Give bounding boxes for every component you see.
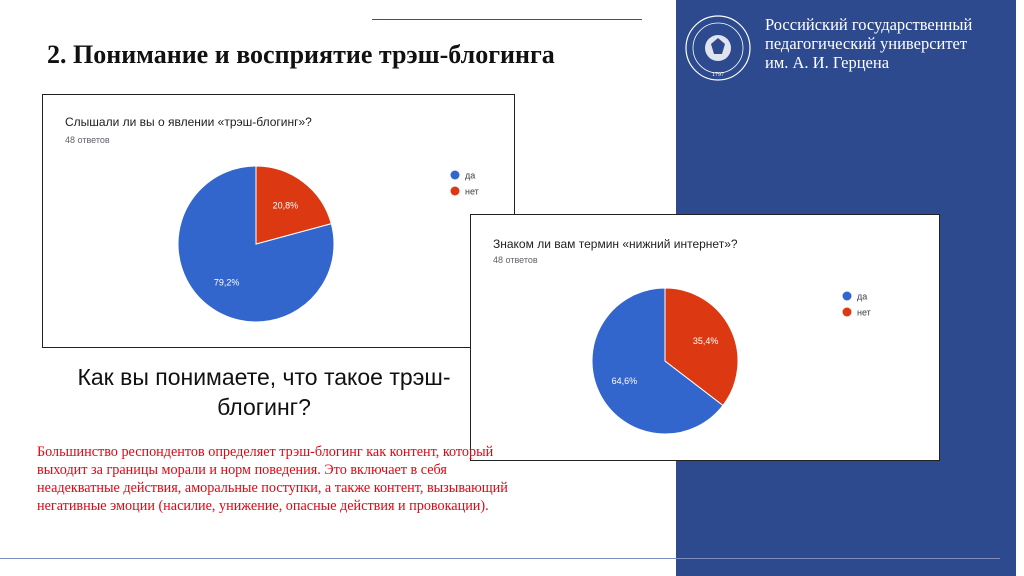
bottom-rule (0, 558, 1000, 559)
legend-label: нет (465, 186, 479, 197)
chart-title: Слышали ли вы о явлении «трэш-блогинг»? (65, 115, 312, 129)
question-heading: Как вы понимаете, что такое трэш-блогинг? (77, 364, 451, 420)
pie-slice-label: 64,6% (611, 376, 638, 387)
legend-label: нет (857, 307, 871, 318)
university-seal-icon (684, 14, 752, 82)
university-name-line: Российский государственный (765, 15, 973, 34)
answer-text: Большинство респондентов определяет трэш-блогинг как контент, который выходит за границы морали и норм поведения. Это включает в себя неадекватные действия, аморальные поступки, а также контент, вызывающий негативные эмоции (насилие, унижение, опасные действия и провокации). (37, 444, 508, 514)
pie-chart-trash-blogging (43, 95, 514, 347)
chart-subtitle: 48 ответов (493, 255, 538, 265)
legend-marker-да (451, 171, 460, 180)
chart-title: Знаком ли вам термин «нижний интернет»? (493, 237, 738, 251)
legend-label: да (857, 291, 868, 302)
chart-subtitle: 48 ответов (65, 135, 110, 145)
chart-card-lower-internet (470, 214, 940, 461)
pie-slice-label: 35,4% (692, 335, 719, 346)
university-name-line: им. А. И. Герцена (765, 53, 890, 72)
university-name (765, 15, 972, 72)
sidebar-edge (1016, 0, 1024, 576)
legend-marker-нет (843, 308, 852, 317)
pie-slice-label: 79,2% (213, 277, 240, 288)
legend-marker-да (843, 292, 852, 301)
legend-marker-нет (451, 187, 460, 196)
pie-chart-lower-internet (471, 215, 939, 460)
slide-title: 2. Понимание и восприятие трэш-блогинга (47, 40, 555, 69)
pie-slice-label: 20,8% (272, 200, 299, 211)
top-rule (372, 19, 642, 20)
chart-card-trash-blogging (42, 94, 515, 348)
legend-label: да (465, 170, 476, 181)
university-name-line: педагогический университет (765, 34, 968, 53)
seal-year: 1797 (712, 72, 724, 78)
